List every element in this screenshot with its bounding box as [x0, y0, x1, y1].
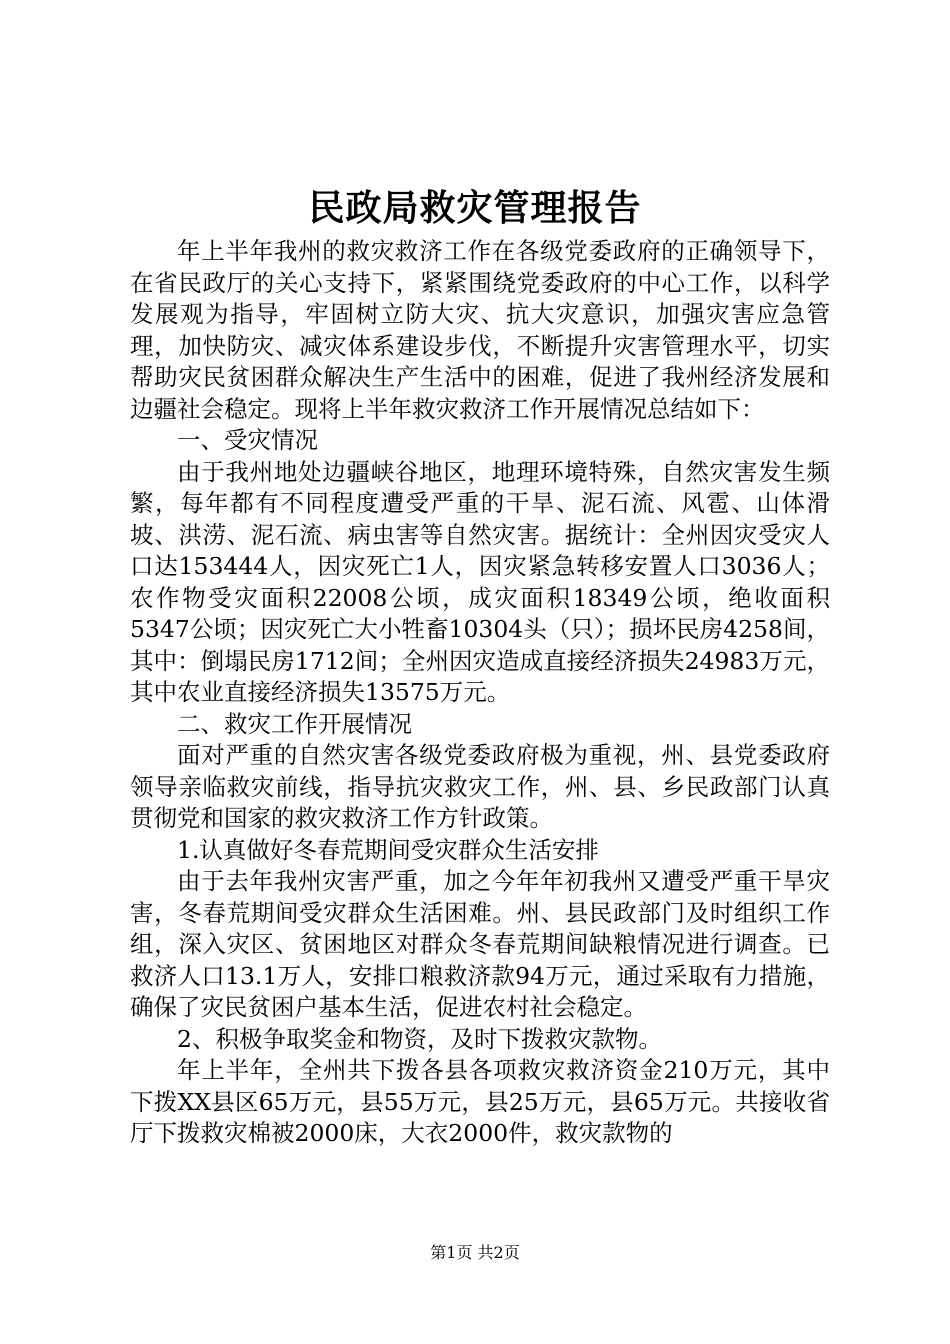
paragraph-disaster-statistics: 由于我州地处边疆峡谷地区，地理环境特殊，自然灾害发生频繁，每年都有不同程度遭受严重的干旱、泥石流、风雹、山体滑坡、洪涝、泥石流、病虫害等自然灾害。据统计：全州因灾受灾人口达153444人，因灾死亡1人，因灾紧急转移安置人口3036人；农作物受灾面积22008公顷，成灾面积18349公顷，绝收面积5347公顷；因灾死亡大小牲畜10304头（只）；损坏民房4258间，其中：倒塌民房1712间；全州因灾造成直接经济损失24983万元，其中农业直接经济损失13575万元。 — [130, 457, 830, 706]
heading-funds-materials: 2、积极争取奖金和物资，及时下拨救灾款物。 — [177, 1024, 662, 1053]
heading-relief-work: 二、救灾工作开展情况 — [177, 709, 412, 738]
paragraph-relief-overview: 面对严重的自然灾害各级党委政府极为重视，州、县党委政府领导亲临救灾前线，指导抗灾救灾工作，州、县、乡民政部门认真贯彻党和国家的救灾救济工作方针政策。 — [130, 741, 830, 832]
paragraph-winter-spring-relief: 由于去年我州灾害严重，加之今年年初我州又遭受严重干旱灾害，冬春荒期间受灾群众生活困难。州、县民政部门及时组织工作组，深入灾区、贫困地区对群众冬春荒期间缺粮情况进行调查。已救济人口13.1万人，安排口粮救济款94万元，通过采取有力措施，确保了灾民贫困户基本生活，促进农村社会稳定。 — [130, 867, 830, 1021]
document-body — [130, 236, 830, 1150]
document-title: 民政局救灾管理报告 — [308, 187, 642, 229]
heading-winter-spring-arrangement: 1.认真做好冬春荒期间受灾群众生活安排 — [177, 835, 599, 864]
paragraph-intro: 年上半年我州的救灾救济工作在各级党委政府的正确领导下，在省民政厅的关心支持下，紧紧围绕党委政府的中心工作，以科学发展观为指导，牢固树立防大灾、抗大灾意识，加强灾害应急管理，加快防灾、减灾体系建设步伐，不断提升灾害管理水平，切实帮助灾民贫困群众解决生产生活中的困难，促进了我州经济发展和边疆社会稳定。现将上半年救灾救济工作开展情况总结如下： — [130, 237, 830, 423]
heading-disaster-situation: 一、受灾情况 — [177, 426, 318, 454]
page-footer: 第1页 共2页 — [430, 1243, 520, 1262]
paragraph-funds-allocation: 年上半年，全州共下拨各县各项救灾救济资金210万元，其中下拨XX县区65万元，县55万元，县25万元，县65万元。共接收省厅下拨救灾棉被2000床，大衣2000件，救灾款物的 — [130, 1056, 830, 1147]
